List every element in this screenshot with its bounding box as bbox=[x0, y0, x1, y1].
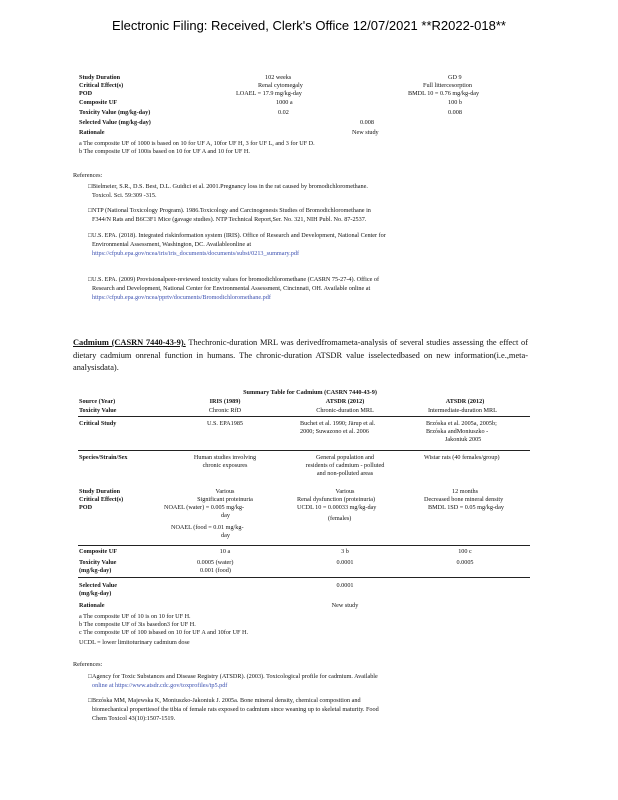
reference-item: U.S. EPA. (2018). Integrated riskinformation system (IRIS). Office of Research and Development, National Center for Environmental Assessment, Washington, DC. Availableonline at https://cfpub.epa.gov/ncea/iris/iris_documents/documents/subst/0213_summary.pdf bbox=[92, 231, 532, 258]
col-type: Chronic RfD bbox=[208, 407, 242, 414]
footnote: b The composite UF of 100is based on 10 for UF A and 10 for UF H. bbox=[79, 148, 250, 155]
cell-value: Various bbox=[215, 488, 235, 495]
col-source: ATSDR (2012) bbox=[325, 398, 365, 405]
row-label: Rationale bbox=[79, 602, 105, 609]
cadmium-paragraph bbox=[73, 337, 528, 375]
cell-value: GD 9 bbox=[448, 74, 462, 81]
cell-value: 0.0005 (water) bbox=[197, 559, 234, 566]
cell-value: 100 c bbox=[458, 548, 472, 555]
cell-value: General population and bbox=[315, 454, 375, 461]
cell-value: residents of cadmium - polluted bbox=[305, 462, 385, 469]
table-rule bbox=[78, 545, 530, 546]
table-rule bbox=[78, 416, 530, 417]
table-rule bbox=[78, 577, 530, 578]
cell-value: UCDL 10 = 0.00033 mg/kg-day bbox=[297, 504, 377, 511]
row-label: POD bbox=[79, 504, 93, 511]
col-type: Chronic-duration MRL bbox=[316, 407, 374, 414]
cell-value: Renal cytomegaly bbox=[258, 82, 303, 89]
cell-value: LOAEL = 17.9 mg/kg-day bbox=[236, 90, 302, 97]
cadmium-heading: Cadmium (CASRN 7440-43-9). bbox=[73, 338, 186, 347]
row-label: Critical Effect(s) bbox=[79, 496, 124, 503]
row-label: Selected Value bbox=[79, 582, 117, 589]
reference-item: Agency for Toxic Substances and Disease Registry (ATSDR). (2003). Toxicological profile for cadmium. Available online at https://www.atsdr.cdc.gov/toxprofiles/tp5.pdf bbox=[92, 672, 532, 690]
reference-item: NTP (National Toxicology Program). 1986.Toxicology and Carcinogenesis Studies of Bromodichloromethane in F344/N Rats and B6C3F1 Mice (gavage studies). NTP Technical Report,Ser. No. 321, NIH Publ. No. 87-2537. bbox=[92, 207, 371, 223]
bullet-icon: □ bbox=[88, 232, 92, 239]
cell-value: Decreased bone mineral density bbox=[424, 496, 504, 503]
bullet-icon: □ bbox=[88, 183, 92, 190]
cell-value: NOAEL (water) = 0.005 mg/kg- bbox=[164, 504, 245, 511]
filing-header: Electronic Filing: Received, Clerk's Office 12/07/2021 **R2022-018** bbox=[112, 18, 506, 33]
col-source: ATSDR (2012) bbox=[445, 398, 485, 405]
row-label: Composite UF bbox=[79, 548, 117, 555]
cell-value: 12 months bbox=[452, 488, 478, 495]
cadmium-text: Thechronic-duration MRL was derivedfromameta-analysis of several studies assessing the effect of dietary cadmium onrenal function in humans. The chronic-duration ATSDR value isselectedbased on new information(i.e.,meta-analysisdata). bbox=[73, 338, 529, 372]
cell-value: New study bbox=[352, 129, 379, 136]
cell-value: 0.001 (food) bbox=[200, 567, 231, 574]
table-rule bbox=[78, 450, 530, 451]
cell-value: 0.02 bbox=[278, 109, 289, 116]
reference-link[interactable]: online at https://www.atsdr.cdc.gov/toxprofiles/tp5.pdf bbox=[92, 682, 228, 689]
cell-value: BMDL 10 = 0.76 mg/kg-day bbox=[408, 90, 480, 97]
table-title: Summary Table for Cadmium (CASRN 7440-43-9) bbox=[243, 389, 377, 396]
col-source: IRIS (1989) bbox=[209, 398, 241, 405]
cell-value: 0.008 bbox=[360, 119, 374, 126]
row-label: Selected Value (mg/kg-day) bbox=[79, 119, 151, 126]
bullet-icon: □ bbox=[88, 697, 92, 704]
cell-value: chronic exposures bbox=[202, 462, 248, 469]
row-label: (mg/kg-day) bbox=[79, 590, 112, 597]
row-label: POD bbox=[79, 90, 93, 97]
cell-value: (females) bbox=[328, 515, 352, 522]
row-label: Study Duration bbox=[79, 488, 121, 495]
cell-value: Brzóska et al. 2005a, 2005b; bbox=[426, 420, 497, 427]
cell-value: Renal dysfunction (proteinuria) bbox=[297, 496, 376, 503]
cell-value: 0.0001 bbox=[336, 582, 354, 589]
cell-value: 1000 a bbox=[276, 99, 293, 106]
row-label: Toxicity Value (mg/kg-day) bbox=[79, 109, 151, 116]
reference-link[interactable]: https://cfpub.epa.gov/ncea/iris/iris_documents/documents/subst/0213_summary.pdf bbox=[92, 250, 300, 257]
cell-value: 0.0001 bbox=[336, 559, 354, 566]
cell-value: Full littercesorption bbox=[423, 82, 472, 89]
cell-value: New study bbox=[331, 602, 359, 609]
row-label: Critical Study bbox=[79, 420, 117, 427]
reference-item: U.S. EPA. (2009) Provisionalpeer-reviewed toxicity values for bromodichloromethane (CASRN 75-27-4). Office of Research and Development, National Center for Environmental Assessment, Cincinnati, OH. Available online at https://cfpub.epa.gov/ncea/pprtv/documents/Bromodichloromethane.pdf bbox=[92, 275, 532, 302]
cell-value: 2000; Suwazono et al. 2006 bbox=[300, 428, 369, 435]
cell-value: 3 b bbox=[341, 548, 349, 555]
row-label: Source (Year) bbox=[79, 398, 116, 405]
footnote: a The composite UF of 10 is on 10 for UF H. bbox=[79, 613, 191, 620]
footnote: UCDL = lower limitoturinary cadmium dose bbox=[79, 639, 190, 646]
cell-value: 10 a bbox=[219, 548, 231, 555]
cell-value: Human studies involving bbox=[193, 454, 257, 461]
cell-value: 0.0005 bbox=[456, 559, 474, 566]
row-label: Rationale bbox=[79, 129, 105, 136]
cell-value: Jakoniuk 2005 bbox=[445, 436, 482, 443]
cell-value: BMDL 1SD = 0.05 mg/kg-day bbox=[428, 504, 504, 511]
bullet-icon: □ bbox=[88, 673, 92, 680]
reference-link[interactable]: https://cfpub.epa.gov/ncea/pprtv/documents/Bromodichloromethane.pdf bbox=[92, 294, 271, 301]
reference-item: Brzóska MM, Majewska K, Moniuszko-Jakoniuk J. 2005a. Bone mineral density, chemical composition and biomechanical propertiesof the tibia of female rats exposed to cadmium since weaning up to skeletal maturity. Food Chem Toxicol 43(10):1507-1519. bbox=[92, 697, 379, 722]
row-label: Species/Strain/Sex bbox=[79, 454, 128, 461]
bullet-icon: □ bbox=[88, 276, 92, 283]
row-label: Toxicity Value bbox=[79, 407, 117, 414]
footnote: c The composite UF of 100 isbased on 10 for UF A and 10for UF H. bbox=[79, 629, 248, 636]
footnote: b The composite UF of 3is basedon3 for UF H. bbox=[79, 621, 196, 628]
cell-value: day bbox=[221, 532, 230, 539]
row-label: Critical Effect(s) bbox=[79, 82, 124, 89]
reference-item: Bielmeier, S.R., D.S. Best, D.L. Guidici et al. 2001.Pregnancy loss in the rat caused by bromodichloromethane. Toxicol. Sci. 59:309 -315. bbox=[92, 183, 368, 199]
row-label: (mg/kg-day) bbox=[79, 567, 112, 574]
bullet-icon: □ bbox=[88, 207, 92, 214]
cell-value: 102 weeks bbox=[265, 74, 292, 81]
cell-value: Significant proteinuria bbox=[197, 496, 253, 503]
cell-value: Buchet et al. 1990; Järup et al. bbox=[300, 420, 376, 427]
cell-value: Brzóska andMoniuszko - bbox=[426, 428, 489, 435]
footnote: a The composite UF of 1000 is based on 10 for UF A, 10for UF H, 3 for UF L, and 3 for UF D. bbox=[79, 140, 315, 147]
cell-value: Various bbox=[335, 488, 355, 495]
cell-value: and non-polluted areas bbox=[316, 470, 374, 477]
cell-value: NOAEL (food = 0.01 mg/kg- bbox=[171, 524, 244, 531]
cell-value: 0.008 bbox=[448, 109, 462, 116]
row-label: Toxicity Value bbox=[79, 559, 117, 566]
cell-value: U.S. EPA1985 bbox=[206, 420, 244, 427]
cell-value: Wistar rats (40 females/group) bbox=[424, 454, 500, 461]
cell-value: day bbox=[221, 512, 230, 519]
row-label: Composite UF bbox=[79, 99, 117, 106]
row-label: Study Duration bbox=[79, 74, 121, 81]
col-type: Intermediate-duration MRL bbox=[428, 407, 497, 414]
cell-value: 100 b bbox=[448, 99, 462, 106]
references-label: References: bbox=[73, 661, 103, 668]
references-label: References: bbox=[73, 172, 103, 179]
